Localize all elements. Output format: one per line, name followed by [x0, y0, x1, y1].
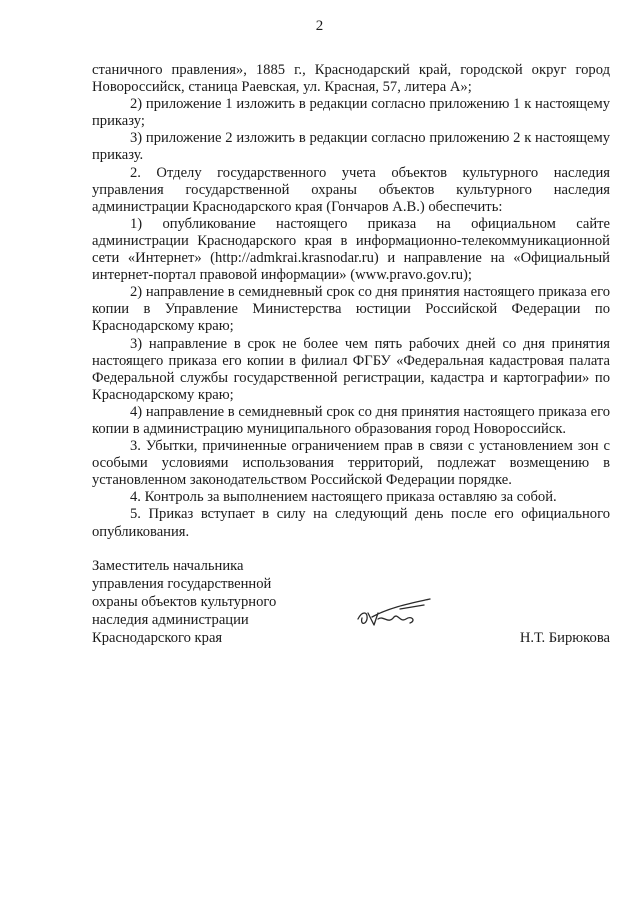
paragraph-section-2: 2. Отделу государственного учета объектов культурного наследия управления государственной охраны объектов культурного наследия администрации Краснодарского края (Гончаров А.В.) обеспечить:: [92, 164, 610, 215]
paragraph-item-appendix-2: 3) приложение 2 изложить в редакции согласно приложению 2 к настоящему приказу.: [92, 130, 610, 164]
paragraph-section-4: 4. Контроль за выполнением настоящего приказа оставляю за собой.: [130, 489, 557, 506]
signer-position-line: управления государственной: [92, 576, 272, 592]
signer-name: Н.Т. Бирюкова: [519, 630, 610, 646]
document-body: [92, 62, 610, 541]
paragraph-continuation: станичного правления», 1885 г., Краснодарский край, городской округ город Новороссийск, станица Раевская, ул. Красная, 57, литера А»;: [92, 62, 610, 96]
paragraph-section-5: 5. Приказ вступает в силу на следующий день после его официального опубликования.: [92, 506, 610, 540]
signature-block: [92, 557, 610, 647]
paragraph-item-cadastral-chamber: 3) направление в срок не более чем пять рабочих дней со дня принятия настоящего приказа его копии в филиал ФГБУ «Федеральная кадастровая палата Федеральной службы государственной регистрации, кадастра и картографии» по Краснодарскому краю;: [92, 335, 610, 403]
signer-position-line: охраны объектов культурного: [92, 594, 277, 610]
paragraph-item-ministry-of-justice: 2) направление в семидневный срок со дня принятия настоящего приказа его копии в Управление Министерства юстиции Российской Федерации по Краснодарскому краю;: [92, 284, 610, 335]
paragraph-section-3: 3. Убытки, причиненные ограничением прав в связи с установлением зон с особыми условиями использования территорий, подлежат возмещению в установленном законодательством Российской Федерации порядке.: [92, 438, 610, 489]
signer-position-line: наследия администрации: [92, 612, 249, 628]
page-number: 2: [315, 18, 324, 34]
signer-position-line: Краснодарского края: [92, 630, 223, 646]
paragraph-item-municipality: 4) направление в семидневный срок со дня принятия настоящего приказа его копии в администрацию муниципального образования город Новороссийск.: [92, 403, 610, 437]
handwritten-signature: [354, 595, 434, 635]
signer-position-line: Заместитель начальника: [92, 558, 244, 574]
paragraph-item-appendix-1: 2) приложение 1 изложить в редакции согласно приложению 1 к настоящему приказу;: [92, 96, 610, 130]
paragraph-item-publication: 1) опубликование настоящего приказа на официальном сайте администрации Краснодарского края в информационно-телекоммуникационной сети «Интернет» (http://admkrai.krasnodar.ru) и направление на «Официальный интернет-портал правовой информации» (www.pravo.gov.ru);: [92, 215, 610, 284]
